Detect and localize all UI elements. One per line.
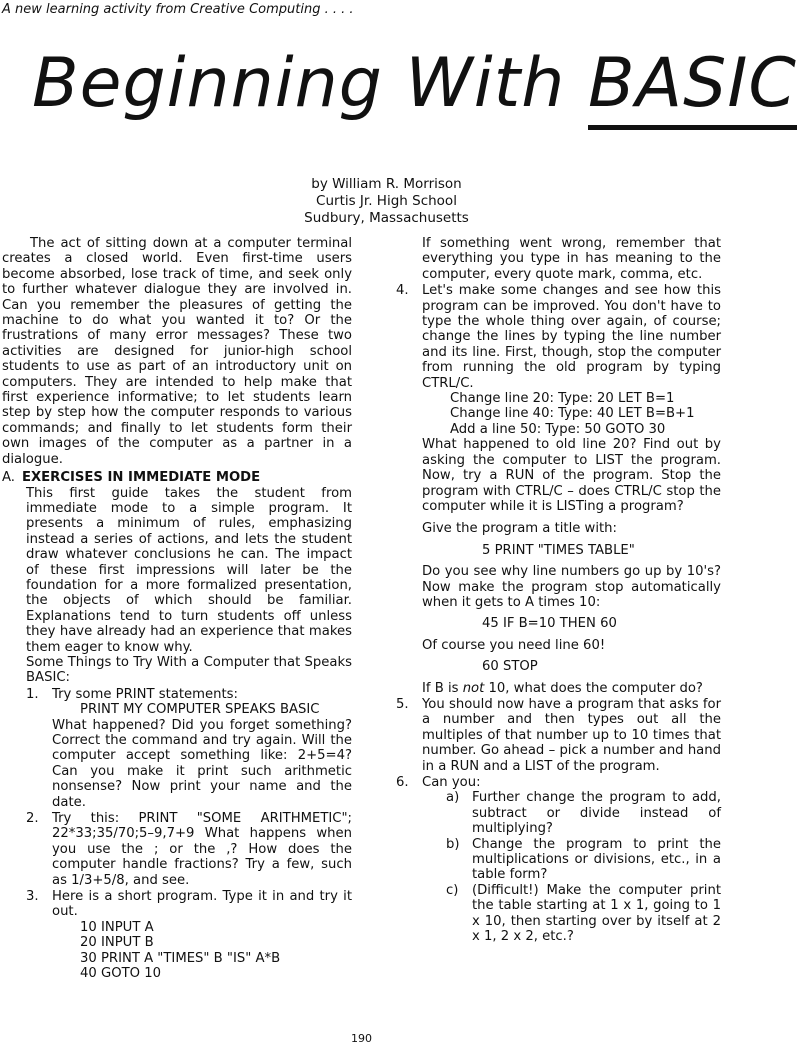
title-underlined: BASIC	[588, 44, 797, 130]
section-a-title: EXERCISES IN IMMEDIATE MODE	[22, 470, 261, 486]
exercise-5-body: You should now have a program that asks for a number and then types out all the multiples of that number up to 10 times that number. Go ahead – pick a number and hand in a RUN and a LIST of the program.	[422, 696, 721, 774]
sub-text: (Difficult!) Make the computer print the table starting at 1 x 1, going to 1 x 10, then starting over by itself at 2 x 1, 2 x 2, etc.?	[472, 882, 721, 945]
kicker-line: A new learning activity from Creative Computing . . . .	[2, 2, 354, 17]
exercise-1-body: What happened? Did you forget something? Correct the command and try again. Will the computer accept something like: 2+5=4? Can you make it print such arithmetic nonsense? Now print your name and the date.	[52, 717, 352, 810]
if-code: 45 IF B=10 THEN 60	[482, 616, 617, 632]
byline-location: Sudbury, Massachusetts	[304, 210, 469, 226]
section-a-paragraph: This first guide takes the student from immediate mode to a simple program. It presents a minimum of rules, emphasizing instead a series of actions, and lets the student draw whatever conclusions he can. The impact of these first impressions will later be the foundation for a more formalized presentation, the objects of which should be familiar. Explanations tend to turn students off unless they have already had an experience that makes them eager to know why.	[26, 485, 352, 655]
byline-author: by William R. Morrison	[311, 176, 462, 192]
if-not-pre: If B is	[422, 680, 463, 696]
sub-text: Further change the program to add, subtract or divide instead of multiplying?	[472, 790, 721, 837]
section-a-label: A.	[2, 470, 15, 486]
exercise-3	[26, 889, 352, 981]
sub-label: c)	[446, 882, 459, 898]
sub-label: a)	[446, 790, 460, 806]
exercise-4-number: 4.	[396, 283, 409, 299]
title-prompt: Give the program a title with:	[422, 521, 617, 537]
stop-code: 60 STOP	[482, 659, 538, 675]
article-title	[32, 44, 797, 123]
program-line: 10 INPUT A	[80, 919, 154, 935]
exercise-3-continued: If something went wrong, remember that everything you type in has meaning to the computer, every quote mark, comma, etc.	[422, 236, 721, 282]
exercise-6-number: 6.	[396, 775, 409, 790]
intro-paragraph: The act of sitting down at a computer terminal creates a closed world. Even first-time users become absorbed, lose track of time, and seek only to further whatever dialogue they are involved in. Can you remember the pleasures of getting the machine to do what you wanted it to? Or the frustrations of many error messages? These two activities are designed for junior-high school students to use as part of an introductory unit on computers. They are intended to help make that first experience informative; to let students learn step by step how the computer responds to various commands; and finally to let students form their own images of the computer as a partner in a dialogue.	[2, 236, 352, 467]
stop-prompt: Do you see why line numbers go up by 10's? Now make the program stop automatically when it gets to A times 10:	[422, 564, 721, 610]
if-not-post: 10, what does the computer do?	[484, 680, 703, 696]
exercise-6-sub-c	[422, 883, 721, 945]
change-line: Change line 20: Type: 20 LET B=1	[450, 391, 675, 407]
exercise-6-sub-a	[422, 790, 721, 836]
exercise-4-body: Let's make some changes and see how this program can be improved. You don't have to type the whole thing over again, of course; change the lines by typing the line number and its line. First, though, stop the computer from running the old program by typing CTRL/C.	[422, 283, 721, 391]
program-line: 40 GOTO 10	[80, 966, 161, 982]
need-line-note: Of course you need line 60!	[422, 637, 606, 653]
page-number: 190	[351, 1032, 372, 1045]
sub-label: b)	[446, 836, 460, 852]
sub-text: Change the program to print the multiplications or divisions, etc., in a table form?	[472, 836, 721, 883]
exercise-1-code: PRINT MY COMPUTER SPEAKS BASIC	[80, 702, 320, 718]
byline	[0, 176, 723, 227]
exercise-5	[372, 697, 721, 774]
exercise-2-body: Try this: PRINT "SOME ARITHMETIC"; 22*33;35/70;5–9,7+9 What happens when you use the ; or the ,? How does the computer handle fractions? Try a few, such as 1/3+5/8, and see.	[52, 811, 352, 888]
title-main: Beginning With	[32, 44, 589, 123]
left-column	[2, 236, 352, 982]
exercise-6-lead: Can you:	[422, 775, 481, 790]
right-column	[372, 236, 721, 944]
exercise-1-number: 1.	[26, 686, 39, 702]
exercise-3-number: 3.	[26, 889, 39, 905]
exercise-6-sub-b	[422, 837, 721, 883]
section-a-heading	[2, 470, 352, 485]
exercise-2	[26, 811, 352, 888]
section-a-list-intro: Some Things to Try With a Computer that Speaks BASIC:	[26, 654, 352, 686]
program-line: 30 PRINT A "TIMES" B "IS" A*B	[80, 950, 281, 966]
if-not-question	[422, 681, 721, 696]
exercise-2-number: 2.	[26, 811, 39, 827]
if-not-em: not	[462, 680, 485, 696]
exercise-5-number: 5.	[396, 696, 409, 712]
exercise-3-body: Here is a short program. Type it in and try it out.	[52, 889, 352, 920]
exercise-1	[26, 687, 352, 810]
exercise-4	[372, 283, 721, 696]
section-a-body	[2, 486, 352, 982]
title-code: 5 PRINT "TIMES TABLE"	[482, 542, 635, 558]
change-line: Change line 40: Type: 40 LET B=B+1	[450, 406, 695, 422]
exercise-6	[372, 775, 721, 944]
change-line: Add a line 50: Type: 50 GOTO 30	[450, 421, 666, 437]
program-line: 20 INPUT B	[80, 935, 154, 951]
byline-school: Curtis Jr. High School	[316, 193, 457, 209]
exercise-4-after: What happened to old line 20? Find out by asking the computer to LIST the program. Now, try a RUN of the program. Stop the program with CTRL/C – does CTRL/C stop the computer while it is LISTing a program?	[422, 437, 721, 514]
exercise-1-lead: Try some PRINT statements:	[52, 686, 238, 702]
